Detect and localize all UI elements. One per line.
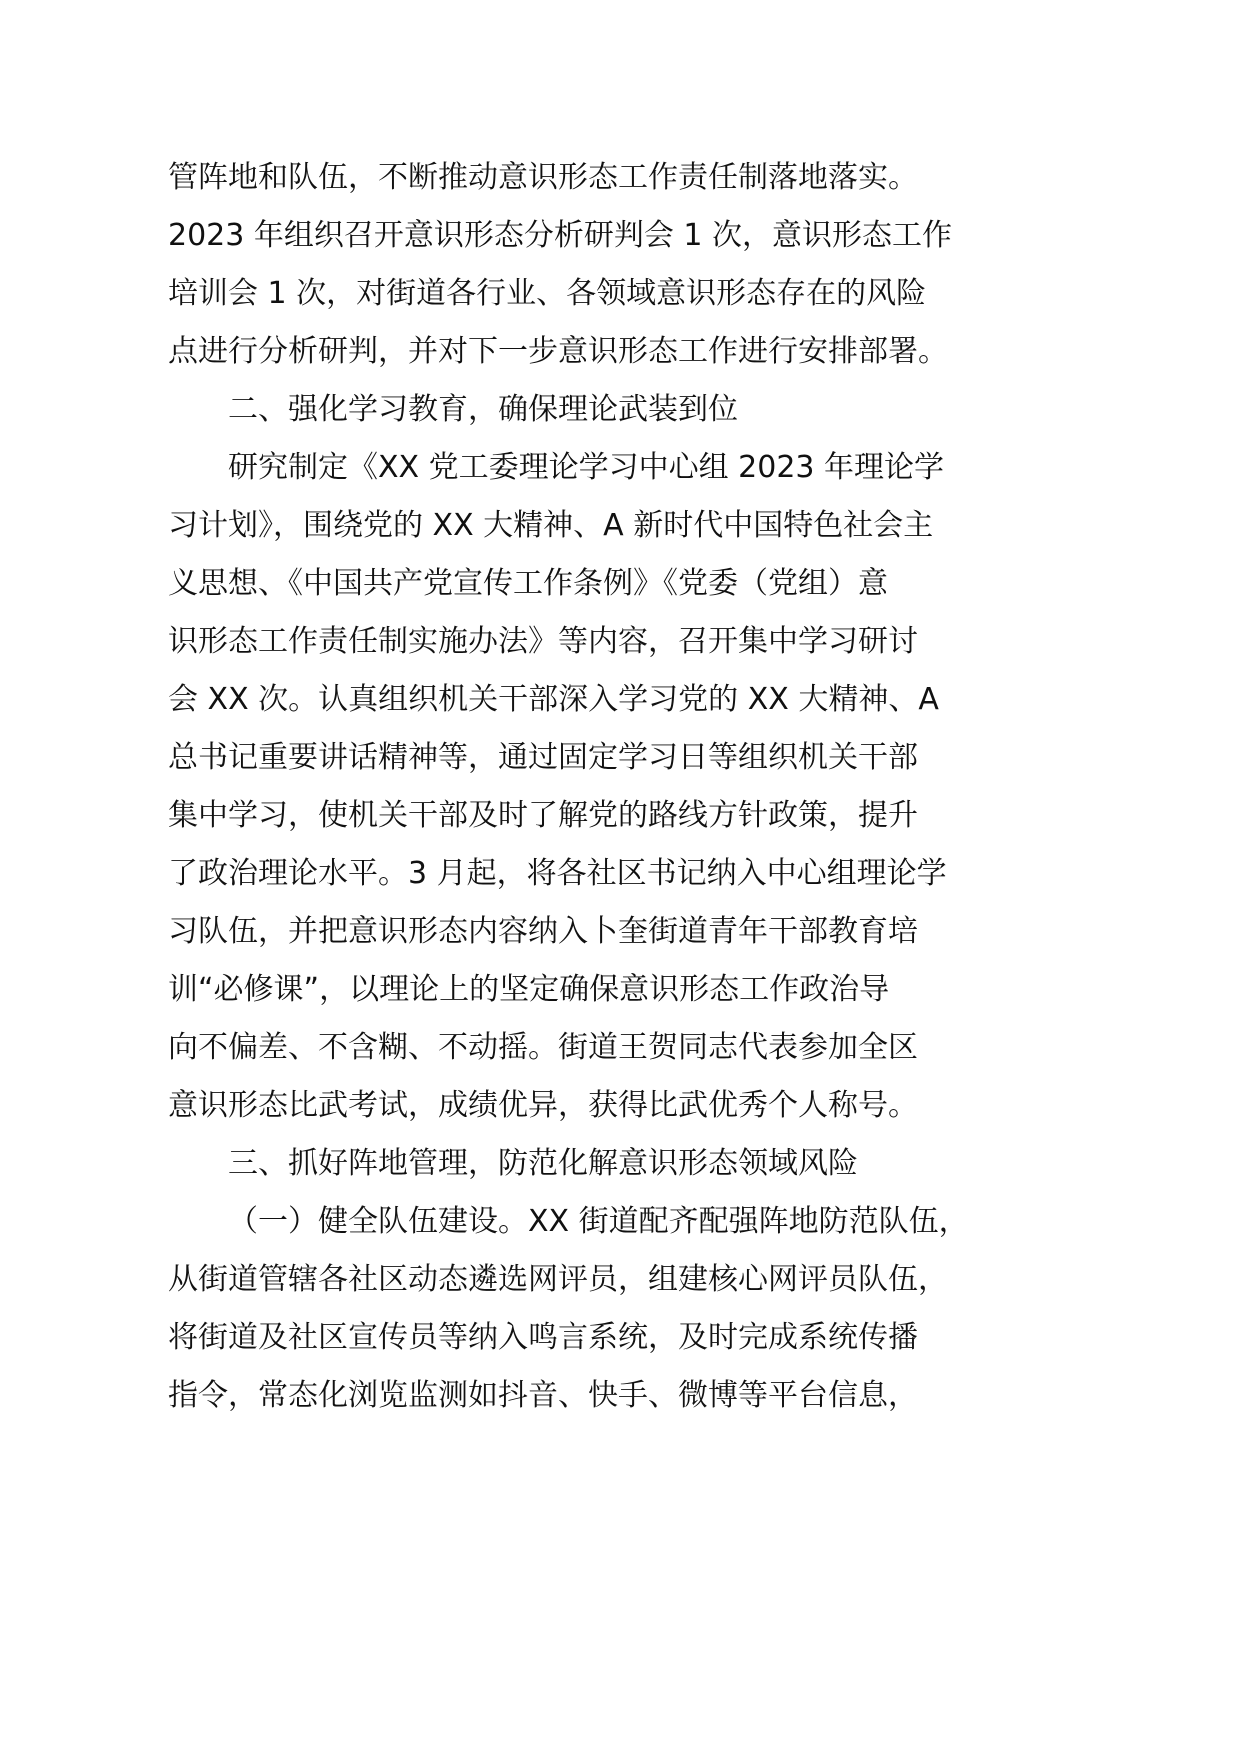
paragraph-line: 会 XX 次。认真组织机关干部深入学习党的 XX 大精神、A: [168, 682, 939, 717]
paragraph: [168, 1193, 988, 1425]
paragraph-line: 训“必修课”，以理论上的坚定确保意识形态工作政治导: [168, 972, 890, 1007]
paragraph-line: 集中学习，使机关干部及时了解党的路线方针政策，提升: [168, 798, 918, 833]
paragraph-line: 指令，常态化浏览监测如抖音、快手、微博等平台信息，: [168, 1378, 918, 1413]
paragraph-line: 向不偏差、不含糊、不动摇。街道王贺同志代表参加全区: [168, 1030, 918, 1065]
paragraph-line: 管阵地和队伍，不断推动意识形态工作责任制落地落实。: [168, 160, 918, 195]
paragraph-line: 点进行分析研判，并对下一步意识形态工作进行安排部署。: [168, 334, 948, 369]
paragraph-line: 习队伍，并把意识形态内容纳入卜奎街道青年干部教育培: [168, 914, 918, 949]
document-body: [168, 149, 988, 1425]
paragraph: [168, 439, 988, 1135]
section-heading: 三、抓好阵地管理，防范化解意识形态领域风险: [228, 1146, 858, 1181]
paragraph-line: 2023 年组织召开意识形态分析研判会 1 次，意识形态工作: [168, 218, 953, 253]
paragraph-line: （一）健全队伍建设。XX 街道配齐配强阵地防范队伍，: [228, 1204, 969, 1239]
section-heading: 二、强化学习教育，确保理论武装到位: [228, 392, 738, 427]
paragraph-line: 研究制定《XX 党工委理论学习中心组 2023 年理论学: [228, 450, 945, 485]
paragraph-line: 识形态工作责任制实施办法》等内容，召开集中学习研讨: [168, 624, 918, 659]
paragraph-line: 习计划》，围绕党的 XX 大精神、A 新时代中国特色社会主: [168, 508, 934, 543]
paragraph-line: 将街道及社区宣传员等纳入鸣言系统，及时完成系统传播: [168, 1320, 918, 1355]
paragraph-line: 从街道管辖各社区动态遴选网评员，组建核心网评员队伍，: [168, 1262, 948, 1297]
paragraph-line: 总书记重要讲话精神等，通过固定学习日等组织机关干部: [168, 740, 918, 775]
paragraph-line: 意识形态比武考试，成绩优异，获得比武优秀个人称号。: [168, 1088, 918, 1123]
paragraph-line: 培训会 1 次，对街道各行业、各领域意识形态存在的风险: [168, 276, 927, 311]
paragraph-line: 义思想、《中国共产党宣传工作条例》《党委（党组）意: [168, 566, 888, 601]
paragraph: [168, 149, 988, 381]
paragraph-line: 了政治理论水平。3 月起，将各社区书记纳入中心组理论学: [168, 856, 947, 891]
